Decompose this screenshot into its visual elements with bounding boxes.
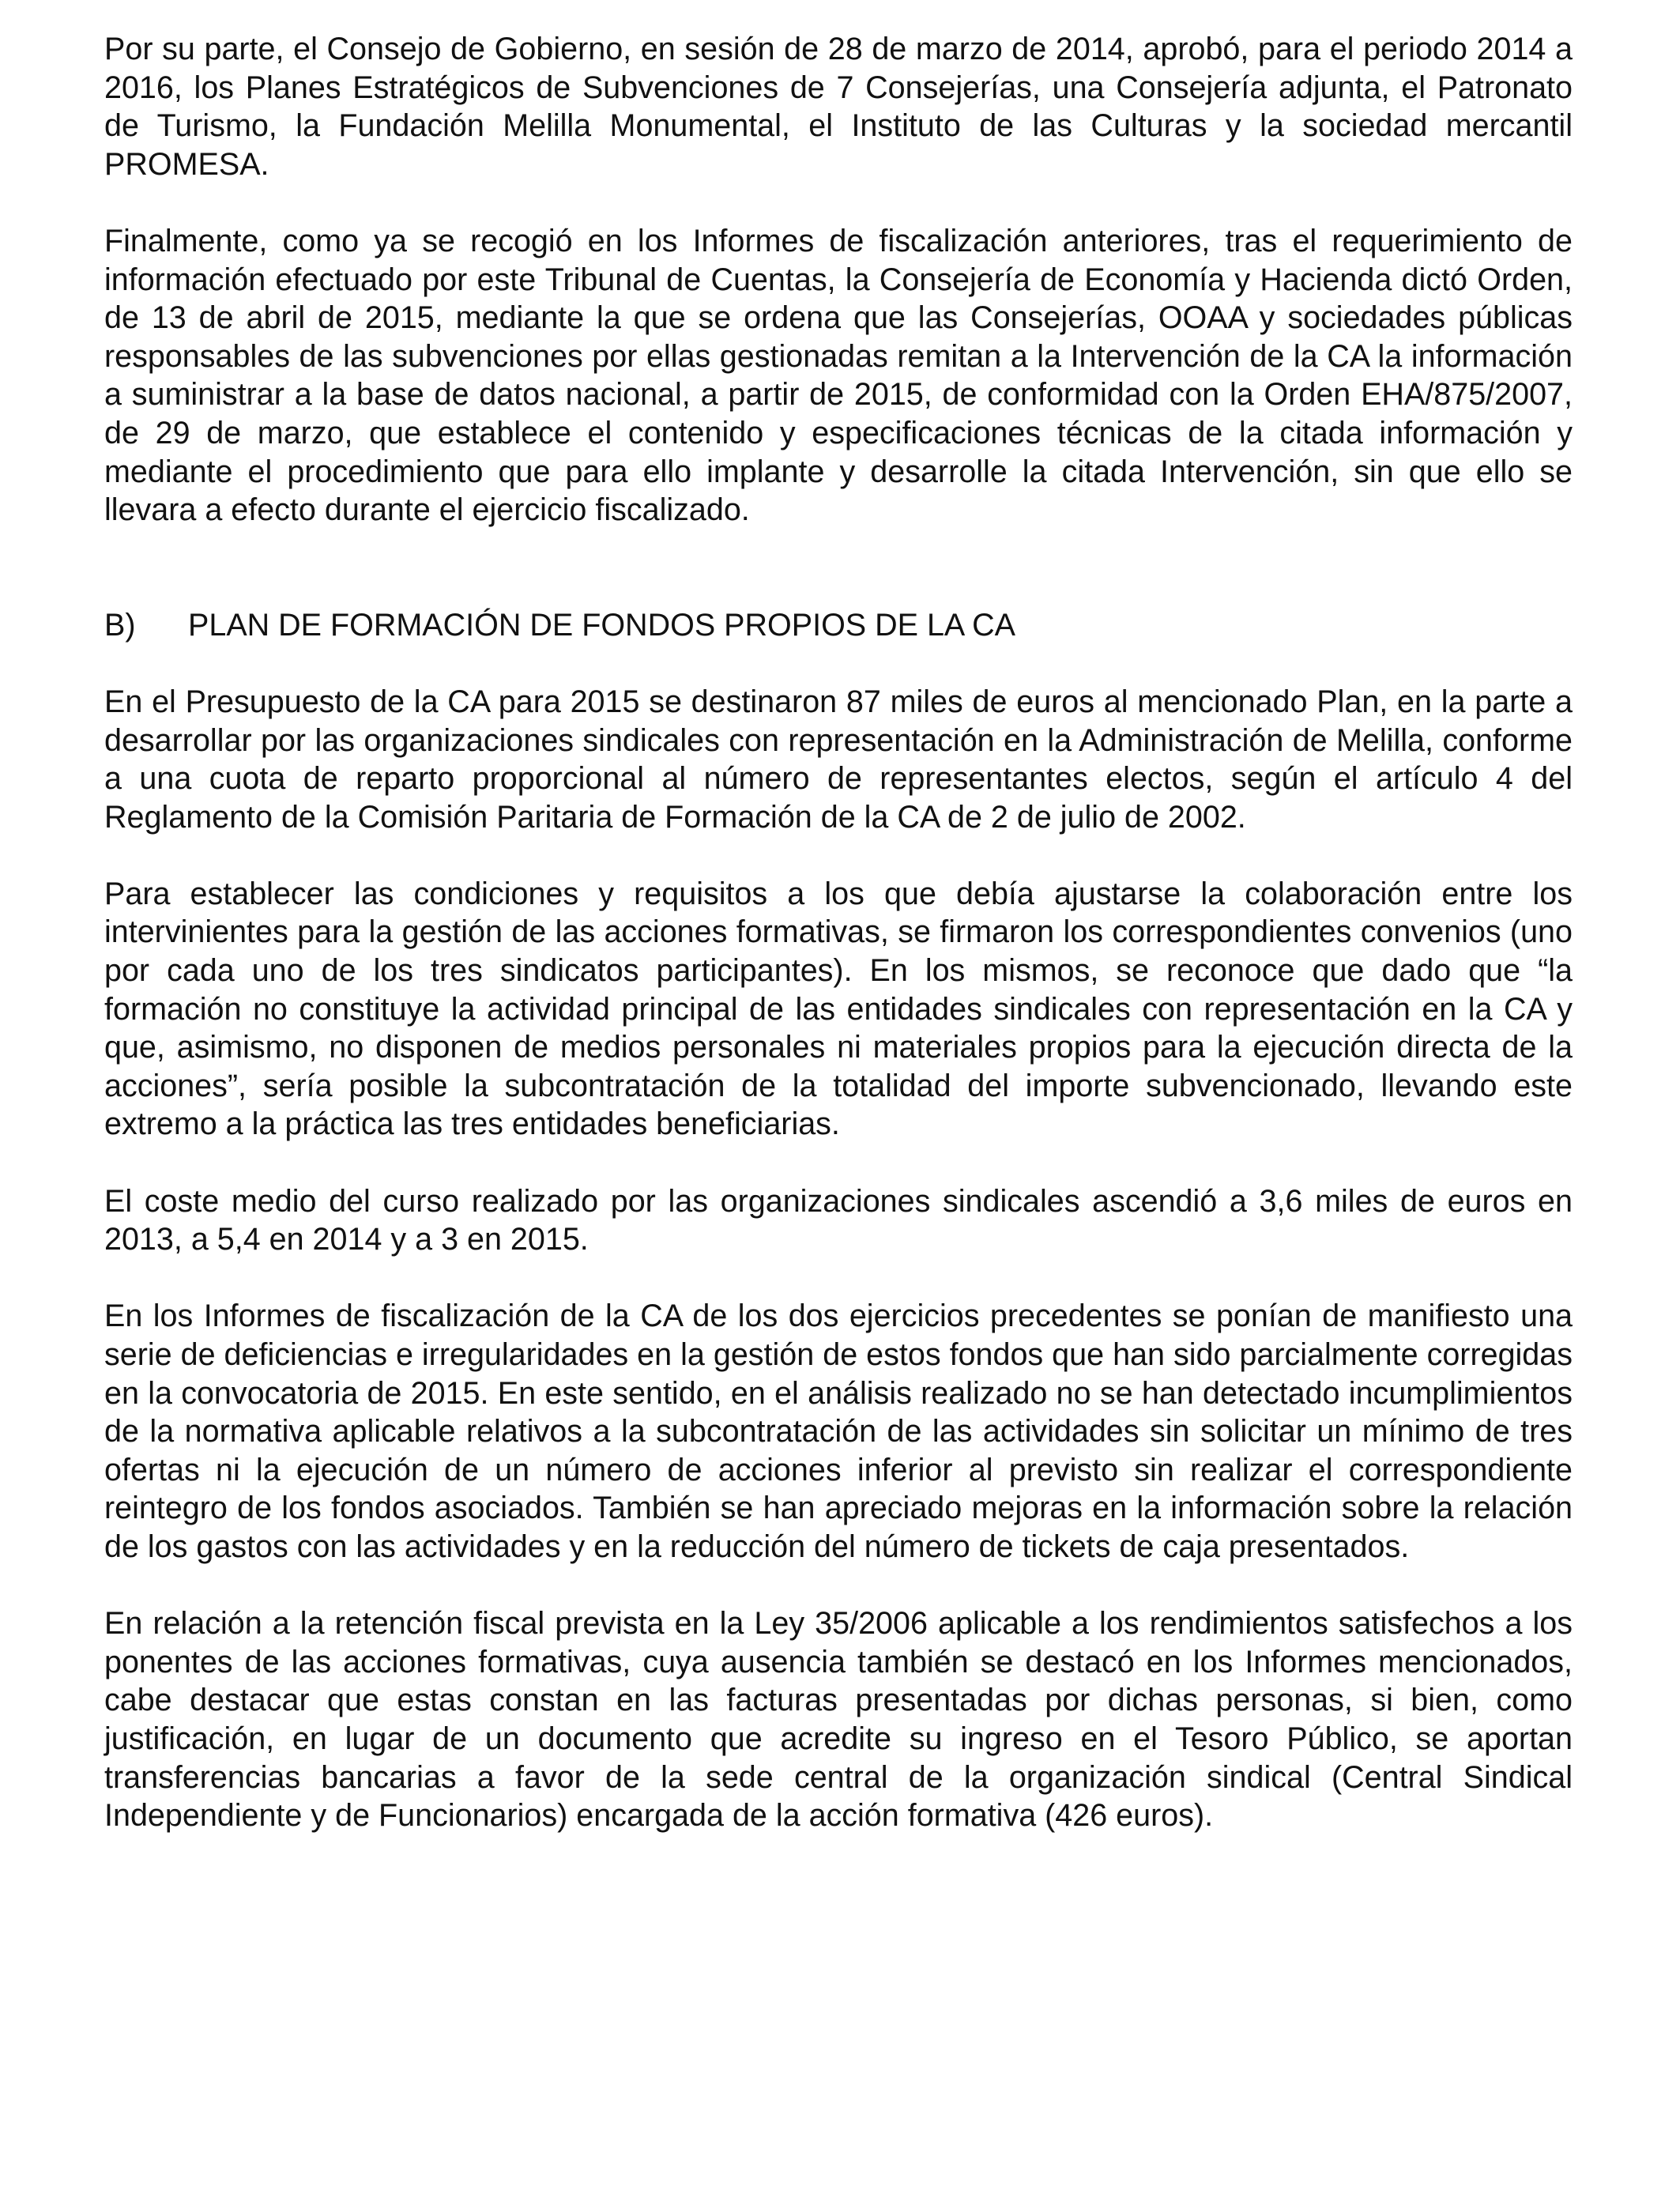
section-number: B) [104,607,136,643]
paragraph-coste-medio: El coste medio del curso realizado por las organizaciones sindicales ascendió a 3,6 miles de euros en 2013, a 5,4 en 2014 y a 3 en 2015. [104,1183,1573,1257]
document-page [104,30,1573,1873]
paragraph-deficiencias: En los Informes de fiscalización de la CA de los dos ejercicios precedentes se ponían de manifiesto una serie de deficiencias e irregularidades en la gestión de estos fondos que han sido parcialmente corregidas en la convocatoria de 2015. En este sentido, en el análisis realizado no se han detectado incumplimientos de la normativa aplicable relativos a la subcontratación de las actividades sin solicitar un mínimo de tres ofertas ni la ejecución de un número de acciones inferior al previsto sin realizar el correspondiente reintegro de los fondos asociados. También se han apreciado mejoras en la información sobre la relación de los gastos con las actividades y en la reducción del número de tickets de caja presentados. [104,1299,1573,1564]
paragraph-orden-informacion: Finalmente, como ya se recogió en los Informes de fiscalización anteriores, tras el requerimiento de información efectuado por este Tribunal de Cuentas, la Consejería de Economía y Hacienda dictó Orden, de 13 de abril de 2015, mediante la que se ordena que las Consejerías, OOAA y sociedades públicas responsables de las subvenciones por ellas gestionadas remitan a la Intervención de la CA la información a suministrar a la base de datos nacional, a partir de 2015, de conformidad con la Orden EHA/875/2007, de 29 de marzo, que establece el contenido y especificaciones técnicas de la citada información y mediante el procedimiento que para ello implante y desarrolle la citada Intervención, sin que ello se llevara a efecto durante el ejercicio fiscalizado. [104,223,1573,528]
paragraph-convenios: Para establecer las condiciones y requisitos a los que debía ajustarse la colaboración entre los intervinientes para la gestión de las acciones formativas, se firmaron los correspondientes convenios (uno por cada uno de los tres sindicatos participantes). En los mismos, se reconoce que dado que “la formación no constituye la actividad principal de las entidades sindicales con representación en la CA y que, asimismo, no disponen de medios personales ni materiales propios para la ejecución directa de la acciones”, sería posible la subcontratación de la totalidad del importe subvencionado, llevando este extremo a la práctica las tres entidades beneficiarias. [104,876,1573,1142]
paragraph-retencion-fiscal: En relación a la retención fiscal prevista en la Ley 35/2006 aplicable a los rendimientos satisfechos a los ponentes de las acciones formativas, cuya ausencia también se destacó en los Informes mencionados, cabe destacar que estas constan en las facturas presentadas por dichas personas, si bien, como justificación, en lugar de un documento que acredite su ingreso en el Tesoro Público, se aportan transferencias bancarias a favor de la sede central de la organización sindical (Central Sindical Independiente y de Funcionarios) encargada de la acción formativa (426 euros). [104,1606,1573,1834]
section-heading [104,606,1573,645]
section-title: PLAN DE FORMACIÓN DE FONDOS PROPIOS DE LA CA [188,607,1015,643]
paragraph-planes-estrategicos: Por su parte, el Consejo de Gobierno, en sesión de 28 de marzo de 2014, aprobó, para el periodo 2014 a 2016, los Planes Estratégicos de Subvenciones de 7 Consejerías, una Consejería adjunta, el Patronato de Turismo, la Fundación Melilla Monumental, el Instituto de las Culturas y la sociedad mercantil PROMESA. [104,32,1573,182]
paragraph-presupuesto: En el Presupuesto de la CA para 2015 se destinaron 87 miles de euros al mencionado Plan, en la parte a desarrollar por las organizaciones sindicales con representación en la Administración de Melilla, conforme a una cuota de reparto proporcional al número de representantes electos, según el artículo 4 del Reglamento de la Comisión Paritaria de Formación de la CA de 2 de julio de 2002. [104,684,1573,835]
